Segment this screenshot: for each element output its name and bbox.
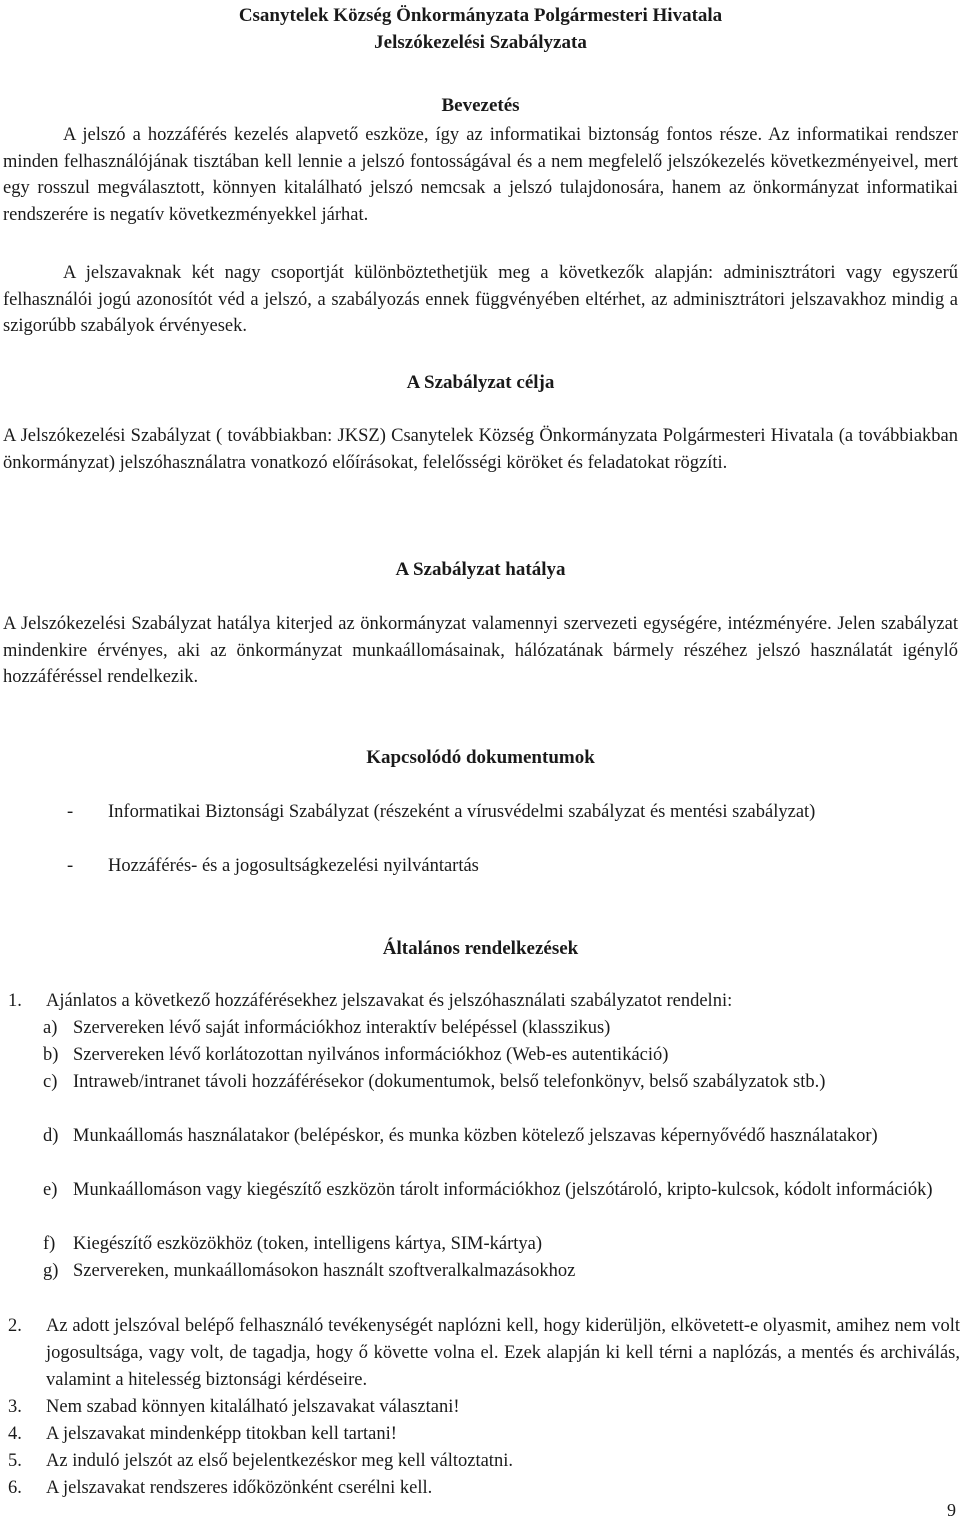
- section-title-scope: A Szabályzat hatálya: [395, 559, 566, 580]
- sub-list-item: Intraweb/intranet távoli hozzáférésekor (dokumentumok, belső telefonkönyv, belső szabályzatok stb.): [73, 1072, 826, 1092]
- list-marker: -: [67, 856, 74, 876]
- general-provision-item: Ajánlatos a következő hozzáférésekhez jelszavakat és jelszóhasználati szabályzatot rendelni:: [46, 991, 733, 1011]
- general-provision-item: Az adott jelszóval belépő felhasználó tevékenységét naplózni kell, hogy kiderüljön, elkövetett-e olyasmit, amihez nem volt jogosultsága, vagy volt, de tagadja, hogy ő követte volna el. Ezek alapján ki kell térni a naplózás, a mentés és archiválás, valamint a hitelesség biztonsági kérdéseire.: [46, 1316, 960, 1390]
- section-title-purpose: A Szabályzat célja: [406, 372, 555, 393]
- sub-list-marker: e): [43, 1180, 58, 1200]
- sub-list-marker: d): [43, 1126, 59, 1146]
- list-number: 3.: [8, 1397, 22, 1417]
- sub-list-marker: a): [43, 1018, 58, 1038]
- document-header-title: Csanytelek Község Önkormányzata Polgármesteri Hivatala: [238, 5, 723, 26]
- general-provision-item: Nem szabad könnyen kitalálható jelszavakat választani!: [46, 1397, 460, 1417]
- intro-paragraph-1: A jelszó a hozzáférés kezelés alapvető eszköze, így az informatikai biztonság fontos része. Az informatikai rendszer minden felhasználójának tisztában kell lennie a jelszó fontosságával és a nem megfelelő jelszókezelés következményeivel, mert egy rosszul megválasztott, könnyen kitalálható jelszó nemcsak a jelszó tulajdonosára, hanem az önkormányzat informatikai rendszerére is negatív következményekkel járhat.: [3, 125, 958, 225]
- list-number: 1.: [8, 991, 22, 1011]
- sub-list-marker: c): [43, 1072, 58, 1092]
- related-document-item: Informatikai Biztonsági Szabályzat (részeként a vírusvédelmi szabályzat és mentési szabályzat): [108, 802, 816, 822]
- sub-list-item: Kiegészítő eszközökhöz (token, intelligens kártya, SIM-kártya): [73, 1234, 543, 1254]
- sub-list-item: Szervereken lévő korlátozottan nyilvános információkhoz (Web-es autentikáció): [73, 1045, 669, 1065]
- section-title-general-provisions: Általános rendelkezések: [382, 938, 579, 959]
- list-marker: -: [67, 802, 74, 822]
- general-provision-item: A jelszavakat rendszeres időközönként cserélni kell.: [46, 1478, 433, 1498]
- list-number: 5.: [8, 1451, 22, 1471]
- page-number: 9: [947, 1500, 956, 1520]
- general-provision-item: A jelszavakat mindenképp titokban kell tartani!: [46, 1424, 397, 1444]
- section-title-introduction: Bevezetés: [441, 95, 520, 116]
- sub-list-item: Szervereken, munkaállomásokon használt szoftveralkalmazásokhoz: [73, 1261, 576, 1281]
- sub-list-marker: g): [43, 1261, 59, 1281]
- list-number: 4.: [8, 1424, 22, 1444]
- purpose-paragraph: A Jelszókezelési Szabályzat ( továbbiakban: JKSZ) Csanytelek Község Önkormányzata Polgármesteri Hivatala (a továbbiakban önkormányzat) jelszóhasználatra vonatkozó előírásokat, felelősségi köröket és feladatokat rögzíti.: [3, 426, 958, 473]
- section-title-related-documents: Kapcsolódó dokumentumok: [366, 747, 595, 768]
- sub-list-item: Munkaállomáson vagy kiegészítő eszközön tárolt információkhoz (jelszótároló, kripto-kulcsok, kódolt információk): [73, 1180, 933, 1200]
- document-header-subtitle: Jelszókezelési Szabályzata: [374, 32, 587, 53]
- related-document-item: Hozzáférés- és a jogosultságkezelési nyilvántartás: [108, 856, 479, 876]
- sub-list-marker: b): [43, 1045, 59, 1065]
- list-number: 6.: [8, 1478, 22, 1498]
- sub-list-marker: f): [43, 1234, 56, 1254]
- sub-list-item: Szervereken lévő saját információkhoz interaktív belépéssel (klasszikus): [73, 1018, 611, 1038]
- scope-paragraph: A Jelszókezelési Szabályzat hatálya kiterjed az önkormányzat valamennyi szervezeti egységére, intézményére. Jelen szabályzat mindenkire érvényes, aki az önkormányzat munkaállomásainak, hálózatának bármely részéhez jelszó használatát igénylő hozzáféréssel rendelkezik.: [3, 614, 958, 687]
- intro-paragraph-2: A jelszavaknak két nagy csoportját különböztethetjük meg a következők alapján: adminisztrátori vagy egyszerű felhasználói jogú azonosítót véd a jelszó, a szabályozás ennek függvényében eltérhet, az adminisztrátori jelszavakhoz mindig a szigorúbb szabályok érvényesek.: [3, 263, 958, 336]
- list-number: 2.: [8, 1316, 22, 1336]
- sub-list-item: Munkaállomás használatakor (belépéskor, és munka közben kötelező jelszavas képernyővédő használatakor): [73, 1126, 878, 1146]
- general-provision-item: Az induló jelszót az első bejelentkezéskor meg kell változtatni.: [46, 1451, 513, 1471]
